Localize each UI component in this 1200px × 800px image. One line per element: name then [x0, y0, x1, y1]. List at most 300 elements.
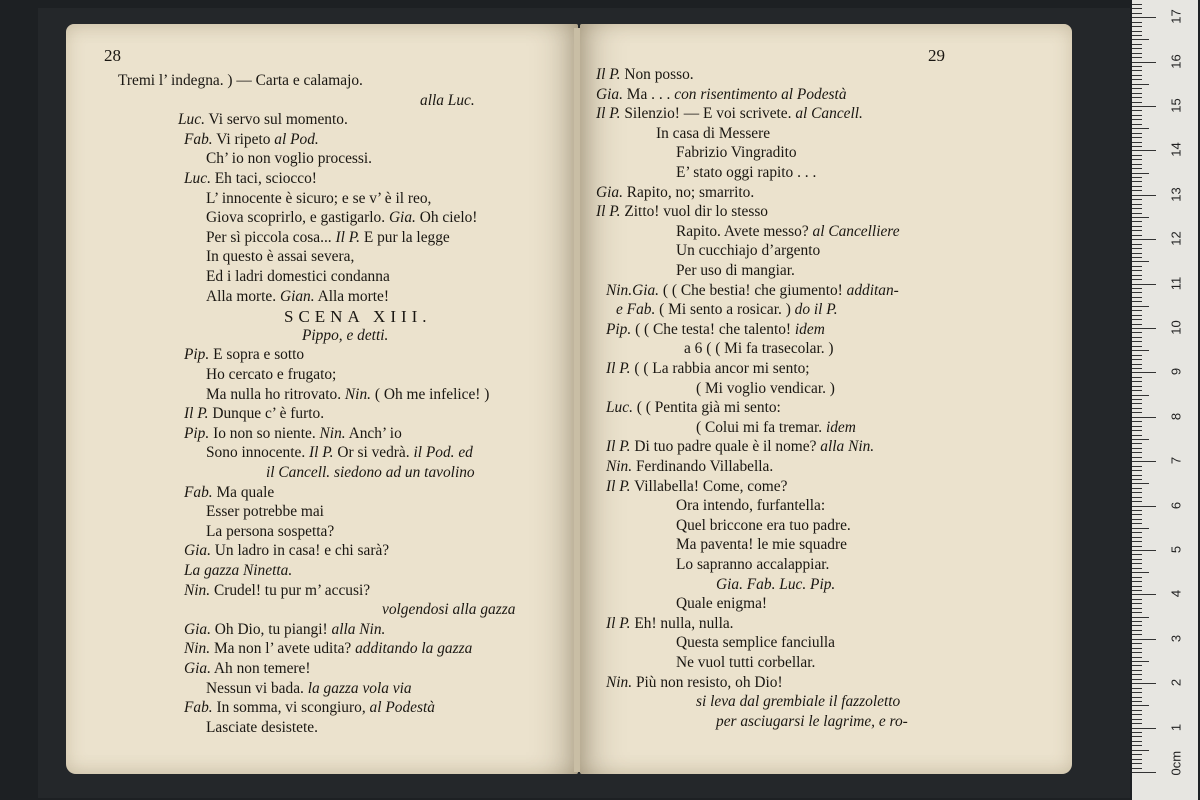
right-page-text-segment: Il P. — [606, 438, 631, 456]
ruler-tick — [1132, 332, 1142, 333]
ruler-tick — [1132, 190, 1142, 191]
left-page-text-segment: La gazza Ninetta. — [184, 562, 293, 579]
right-page-text-segment: Ma . . . — [622, 85, 675, 103]
ruler-number: 10 — [1168, 320, 1184, 335]
left-page-line — [184, 170, 317, 188]
ruler-tick — [1132, 328, 1156, 329]
ruler-tick — [1132, 625, 1142, 626]
ruler-tick — [1132, 759, 1142, 760]
right-page-text-segment: Ora intendo, furfantella: — [676, 497, 826, 515]
left-page-line — [184, 582, 370, 600]
left-page-text-segment: E pur la legge — [360, 228, 450, 246]
right-page-text-segment: Il P. — [606, 360, 631, 377]
left-page-line — [382, 601, 515, 619]
ruler-tick — [1132, 221, 1142, 222]
ruler-tick — [1132, 372, 1156, 373]
ruler-tick — [1132, 692, 1142, 693]
ruler-tick — [1132, 714, 1142, 715]
right-page-line — [606, 438, 874, 456]
ruler-tick — [1132, 621, 1142, 622]
ruler-number: 15 — [1168, 98, 1184, 113]
right-page-text-segment: Il P. — [606, 477, 631, 495]
ruler-number: 12 — [1168, 231, 1184, 246]
ruler-tick — [1132, 306, 1149, 307]
ruler-tick — [1132, 452, 1142, 453]
ruler-tick — [1132, 173, 1149, 174]
ruler-tick — [1132, 461, 1156, 462]
ruler-tick — [1132, 253, 1142, 254]
ruler-tick — [1132, 128, 1149, 129]
left-page-line — [284, 307, 432, 327]
left-page-text-segment: Luc. — [178, 111, 205, 129]
left-page-text-segment: Ma non l’ avete udita? — [210, 640, 356, 658]
left-page-text-segment: volgendosi alla gazza — [382, 601, 516, 619]
right-page-line — [676, 262, 795, 280]
left-page-text-segment: Pippo, e detti. — [302, 326, 389, 344]
ruler-number: 0cm — [1168, 750, 1184, 776]
right-page-text-segment: ( ( Pentita già mi sento: — [632, 399, 781, 417]
ruler-tick — [1132, 266, 1142, 267]
ruler-tick — [1132, 417, 1156, 418]
ruler-tick — [1132, 119, 1142, 120]
ruler-tick — [1132, 612, 1142, 613]
right-page-line — [606, 674, 783, 692]
left-page-text-segment: Ah non temere! — [210, 660, 311, 677]
ruler-tick — [1132, 395, 1149, 396]
right-page-text-segment: Villabella! Come, come? — [630, 477, 788, 495]
ruler-tick — [1132, 4, 1142, 5]
ruler-tick — [1132, 741, 1142, 742]
ruler-tick — [1132, 230, 1142, 231]
ruler-tick — [1132, 572, 1149, 573]
right-page-text-segment: Rapito. Avete messo? — [676, 222, 813, 240]
ruler-number: 7 — [1168, 457, 1184, 465]
right-page-line — [606, 282, 899, 300]
ruler-tick — [1132, 355, 1142, 356]
right-page-line — [696, 380, 835, 398]
right-page-text-segment: Gia. — [596, 85, 623, 103]
ruler-tick — [1132, 319, 1142, 320]
right-page-text-segment: ( ( Che testa! che talento! — [631, 320, 795, 338]
right-page-text-segment: Luc. — [606, 399, 633, 417]
left-page-text-segment: Io non so niente. — [209, 424, 320, 442]
ruler-tick — [1132, 719, 1142, 720]
ruler-tick — [1132, 728, 1156, 729]
ruler-tick — [1132, 159, 1142, 160]
ruler-tick — [1132, 186, 1142, 187]
left-page-text-segment: Ma quale — [212, 483, 275, 501]
right-page-text-segment: al Cancell. — [795, 105, 863, 123]
ruler-tick — [1132, 492, 1142, 493]
ruler-tick — [1132, 488, 1142, 489]
left-page-text-segment: Nin. — [184, 581, 211, 599]
left-page-line — [184, 640, 472, 658]
ruler-tick — [1132, 44, 1142, 45]
ruler-tick — [1132, 297, 1142, 298]
left-page-text-segment: Fab. — [184, 483, 213, 501]
left-page-text-segment: alla Nin. — [331, 620, 386, 638]
ruler-tick — [1132, 208, 1142, 209]
ruler-tick — [1132, 723, 1142, 724]
right-page-text-segment: Zitto! vuol dir lo stesso — [620, 203, 769, 221]
ruler-tick — [1132, 155, 1142, 156]
left-page-text-segment: Gia. — [184, 620, 211, 638]
ruler-tick — [1132, 768, 1142, 769]
ruler-tick — [1132, 235, 1142, 236]
ruler-tick — [1132, 164, 1142, 165]
right-page-text-segment: Ma paventa! le mie squadre — [676, 536, 847, 554]
ruler-tick — [1132, 603, 1142, 604]
ruler-tick — [1132, 48, 1142, 49]
left-page-text-segment: E sopra e sotto — [209, 346, 305, 364]
left-page-text-segment: Vi ripeto — [212, 130, 275, 148]
left-page-text-segment: Ho cercato e frugato; — [206, 366, 337, 383]
right-page-line — [696, 693, 900, 711]
right-page-text-segment: Nin. — [606, 673, 633, 691]
right-page-line — [596, 184, 754, 202]
right-page-text-segment: Nin. — [606, 458, 633, 475]
ruler-number: 14 — [1168, 142, 1184, 158]
left-page-line — [184, 131, 319, 149]
right-page-text-segment: a 6 ( ( Mi fa trasecolar. ) — [684, 340, 834, 358]
left-page-text-segment: Or si vedrà. — [333, 444, 414, 462]
ruler-tick — [1132, 31, 1142, 32]
ruler-tick — [1132, 137, 1142, 138]
left-page-text-segment: Alla morte. — [206, 287, 280, 305]
ruler-tick — [1132, 763, 1142, 764]
right-page-text-segment: Silenzio! — E voi scrivete. — [620, 105, 796, 123]
ruler-tick — [1132, 292, 1142, 293]
left-page-line — [206, 268, 390, 286]
ruler-tick — [1132, 390, 1142, 391]
ruler-tick — [1132, 364, 1142, 365]
ruler-tick — [1132, 634, 1142, 635]
ruler-tick — [1132, 315, 1142, 316]
left-page-text-segment: additando la gazza — [355, 640, 473, 658]
left-page-text-segment: Il P. — [335, 228, 361, 246]
ruler-number: 16 — [1168, 53, 1184, 69]
left-page-text-segment: Anch’ io — [345, 424, 402, 442]
ruler-tick — [1132, 301, 1142, 302]
right-page-text-segment: e Fab. — [616, 301, 656, 319]
ruler-tick — [1132, 546, 1142, 547]
left-page-text-segment: Alla morte! — [314, 287, 389, 305]
ruler-number: 3 — [1168, 634, 1184, 642]
ruler-tick — [1132, 657, 1142, 658]
right-page-text-segment: Eh! nulla, nulla. — [630, 614, 734, 632]
left-page-text-segment: Luc. — [184, 170, 211, 187]
left-page-line — [206, 190, 431, 208]
ruler-tick — [1132, 261, 1149, 262]
right-page-text-segment: In casa di Messere — [656, 124, 771, 142]
left-page-number: 28 — [104, 46, 121, 65]
ruler-tick — [1132, 270, 1142, 271]
right-page-line — [606, 360, 810, 378]
right-page-text-segment: Gia. — [596, 183, 623, 201]
left-page-text-segment: Dunque c’ è furto. — [208, 405, 325, 423]
ruler-tick — [1132, 146, 1142, 147]
left-page-text-segment: SCENA XIII. — [284, 307, 432, 327]
right-page-text-segment: Non posso. — [620, 66, 694, 83]
left-page-text-segment: Il P. — [309, 444, 334, 462]
ruler-tick — [1132, 168, 1142, 169]
ruler-tick — [1132, 226, 1142, 227]
right-page-line — [676, 517, 851, 535]
right-page-text-segment: si leva dal grembiale il fazzoletto — [696, 693, 901, 711]
left-page-line — [206, 366, 336, 384]
ruler-tick — [1132, 57, 1142, 58]
right-page-text-segment: E’ stato oggi rapito . . . — [676, 164, 817, 181]
ruler-tick — [1132, 381, 1142, 382]
ruler-tick — [1132, 106, 1156, 107]
left-page-text-segment: Fab. — [184, 699, 213, 717]
right-page-text-segment: ( Mi voglio vendicar. ) — [696, 379, 835, 397]
left-page-line — [206, 719, 318, 737]
ruler-tick — [1132, 523, 1142, 524]
ruler-tick — [1132, 284, 1156, 285]
ruler-tick — [1132, 581, 1142, 582]
ruler-tick — [1132, 510, 1142, 511]
ruler-tick — [1132, 732, 1142, 733]
right-page-text-segment: additan- — [846, 281, 899, 299]
ruler-tick — [1132, 559, 1142, 560]
ruler-number: 11 — [1168, 276, 1184, 290]
measuring-ruler — [1132, 0, 1198, 800]
left-page-line — [206, 288, 389, 306]
ruler-tick — [1132, 590, 1142, 591]
ruler-tick — [1132, 377, 1142, 378]
ruler-tick — [1132, 554, 1142, 555]
right-page-text-segment: Fabrizio Vingradito — [676, 144, 797, 162]
right-page-line — [676, 164, 816, 182]
right-page-text-segment: Quale enigma! — [676, 595, 768, 613]
left-page-text-segment: In somma, vi scongiuro, — [212, 699, 370, 717]
left-page-text-segment: Nin. — [319, 424, 346, 442]
right-page-text-segment: per asciugarsi le lagrime, e ro- — [716, 712, 908, 730]
left-page-line — [184, 562, 292, 580]
left-page-text-segment: Per sì piccola cosa... — [206, 228, 336, 246]
ruler-tick — [1132, 586, 1142, 587]
left-page-text-segment: Gia. — [388, 209, 416, 227]
ruler-tick — [1132, 750, 1149, 751]
left-page-text-segment: al Podestà — [369, 699, 435, 717]
left-page-text-segment: alla Luc. — [420, 91, 475, 109]
left-page-text-segment: Pip. — [184, 424, 210, 442]
right-page-text-segment: al Cancelliere — [812, 222, 900, 240]
ruler-tick — [1132, 506, 1156, 507]
ruler-tick — [1132, 519, 1142, 520]
right-page-text-segment: Un cucchiajo d’argento — [676, 242, 821, 260]
ruler-number: 4 — [1168, 590, 1184, 598]
left-page-text-segment: Oh Dio, tu piangi! — [210, 620, 332, 638]
right-page-line — [596, 105, 863, 123]
ruler-tick — [1132, 439, 1149, 440]
right-page-line — [684, 340, 834, 358]
ruler-tick — [1132, 705, 1149, 706]
ruler-tick — [1132, 466, 1142, 467]
right-page-line — [606, 321, 825, 339]
ruler-tick — [1132, 217, 1149, 218]
ruler-tick — [1132, 110, 1142, 111]
ruler-tick — [1132, 70, 1142, 71]
left-page-line — [206, 150, 372, 168]
ruler-tick — [1132, 617, 1149, 618]
ruler-number: 9 — [1168, 368, 1184, 376]
left-page-text-segment: Eh taci, sciocco! — [210, 170, 317, 187]
ruler-tick — [1132, 648, 1142, 649]
ruler-tick — [1132, 470, 1142, 471]
ruler-tick — [1132, 497, 1142, 498]
ruler-tick — [1132, 541, 1142, 542]
left-page-text-segment: il Cancell. siedono ad un tavolino — [266, 464, 475, 481]
right-page-line — [606, 615, 734, 633]
ruler-tick — [1132, 279, 1142, 280]
ruler-tick — [1132, 204, 1142, 205]
ruler-tick — [1132, 661, 1149, 662]
right-page — [580, 24, 1072, 774]
right-page-text-segment: Per uso di mangiar. — [676, 262, 795, 279]
ruler-tick — [1132, 479, 1142, 480]
ruler-tick — [1132, 257, 1142, 258]
right-page-text-segment: Il P. — [596, 105, 621, 123]
ruler-tick — [1132, 244, 1142, 245]
ruler-tick — [1132, 421, 1142, 422]
right-page-text-segment: Di tuo padre quale è il nome? — [630, 438, 821, 456]
ruler-tick — [1132, 275, 1142, 276]
right-page-text-segment: ( ( Che bestia! che giumento! — [659, 281, 847, 299]
right-page-text-segment: alla Nin. — [820, 438, 875, 456]
ruler-tick — [1132, 359, 1142, 360]
ruler-tick — [1132, 199, 1142, 200]
left-page-line — [184, 660, 311, 678]
left-page-line — [206, 386, 489, 404]
left-page-text-segment: La persona sospetta? — [206, 522, 335, 540]
right-page-number: 29 — [928, 46, 945, 65]
right-page-line — [676, 242, 820, 260]
left-page-text-segment: Tremi l’ indegna. ) — Carta e calamajo. — [118, 72, 363, 89]
ruler-tick — [1132, 39, 1149, 40]
ruler-tick — [1132, 577, 1142, 578]
left-page-text-segment: Esser potrebbe mai — [206, 503, 324, 521]
ruler-tick — [1132, 568, 1142, 569]
ruler-tick — [1132, 399, 1142, 400]
ruler-tick — [1132, 665, 1142, 666]
left-page-line — [206, 209, 477, 227]
right-page-text-segment: Il P. — [596, 66, 621, 83]
ruler-tick — [1132, 53, 1142, 54]
right-page-text-segment: Ne vuol tutti corbellar. — [676, 654, 816, 671]
left-page-text-segment: Giova scoprirlo, e gastigarlo. — [206, 209, 389, 227]
right-page-line — [676, 223, 900, 241]
ruler-number: 2 — [1168, 679, 1184, 687]
right-page-line — [676, 654, 815, 672]
ruler-tick — [1132, 679, 1142, 680]
ruler-tick — [1132, 701, 1142, 702]
left-page-line — [302, 327, 388, 345]
right-page-line — [606, 458, 773, 476]
ruler-tick — [1132, 386, 1142, 387]
left-page-line — [206, 229, 450, 247]
ruler-tick — [1132, 430, 1142, 431]
left-page-line — [206, 248, 354, 266]
ruler-tick — [1132, 35, 1142, 36]
ruler-tick — [1132, 213, 1142, 214]
right-page-line — [696, 419, 856, 437]
right-page-line — [616, 301, 838, 319]
ruler-tick — [1132, 630, 1142, 631]
ruler-tick — [1132, 66, 1142, 67]
ruler-tick — [1132, 457, 1142, 458]
ruler-tick — [1132, 133, 1142, 134]
left-page — [66, 24, 578, 774]
left-page-text-segment: la gazza vola via — [307, 679, 412, 697]
ruler-tick — [1132, 683, 1156, 684]
left-page-line — [118, 72, 363, 90]
ruler-tick — [1132, 639, 1156, 640]
right-page-line — [606, 399, 781, 417]
ruler-tick — [1132, 608, 1142, 609]
right-page-text-segment: ( Colui mi fa tremar. — [696, 418, 826, 436]
right-page-line — [656, 125, 770, 143]
ruler-tick — [1132, 563, 1142, 564]
ruler-tick — [1132, 528, 1149, 529]
left-page-text-segment: Un ladro in casa! e chi sarà? — [210, 542, 390, 560]
ruler-tick — [1132, 772, 1156, 773]
right-page-line — [676, 497, 825, 515]
left-page-text-segment: In questo è assai severa, — [206, 248, 355, 266]
right-page-text-segment: Il P. — [596, 203, 621, 221]
left-page-text-segment: Nin. — [184, 640, 211, 658]
ruler-tick — [1132, 150, 1156, 151]
left-page-text-segment: Fab. — [184, 130, 213, 148]
left-page-text-segment: Oh cielo! — [415, 209, 478, 227]
left-page-line — [184, 699, 435, 717]
ruler-tick — [1132, 475, 1142, 476]
left-page-text-segment: Gia. — [184, 660, 211, 677]
ruler-tick — [1132, 239, 1156, 240]
left-page-line — [266, 464, 475, 482]
right-page-text-segment: Il P. — [606, 614, 631, 632]
right-page-text-segment: Questa semplice fanciulla — [676, 634, 835, 652]
ruler-tick — [1132, 288, 1142, 289]
ruler-tick — [1132, 8, 1142, 9]
right-page-text-segment: Più non resisto, oh Dio! — [632, 673, 783, 691]
right-page-text-segment: ( Mi sento a rosicar. ) — [655, 301, 795, 319]
left-page-text-segment: Crudel! tu pur m’ accusi? — [210, 581, 371, 599]
right-page-text-segment: Lo sapranno accalappiar. — [676, 556, 830, 573]
ruler-tick — [1132, 248, 1142, 249]
right-page-text-segment: con risentimento al Podestà — [674, 85, 847, 103]
ruler-tick — [1132, 745, 1142, 746]
left-page-line — [184, 346, 304, 364]
ruler-tick — [1132, 710, 1142, 711]
right-page-line — [596, 66, 694, 84]
ruler-tick — [1132, 501, 1142, 502]
left-page-text-segment: al Pod. — [274, 130, 319, 148]
ruler-tick — [1132, 13, 1142, 14]
ruler-tick — [1132, 102, 1142, 103]
ruler-tick — [1132, 195, 1156, 196]
right-page-text-segment: do il P. — [794, 301, 838, 319]
right-page-text-segment: idem — [825, 418, 856, 436]
ruler-tick — [1132, 75, 1142, 76]
ruler-tick — [1132, 594, 1156, 595]
ruler-tick — [1132, 754, 1142, 755]
right-page-text-segment: idem — [794, 320, 825, 338]
right-page-text-segment: Nin.Gia. — [606, 281, 660, 299]
left-page-text-segment: Gia. — [184, 542, 211, 560]
left-page-line — [206, 523, 334, 541]
